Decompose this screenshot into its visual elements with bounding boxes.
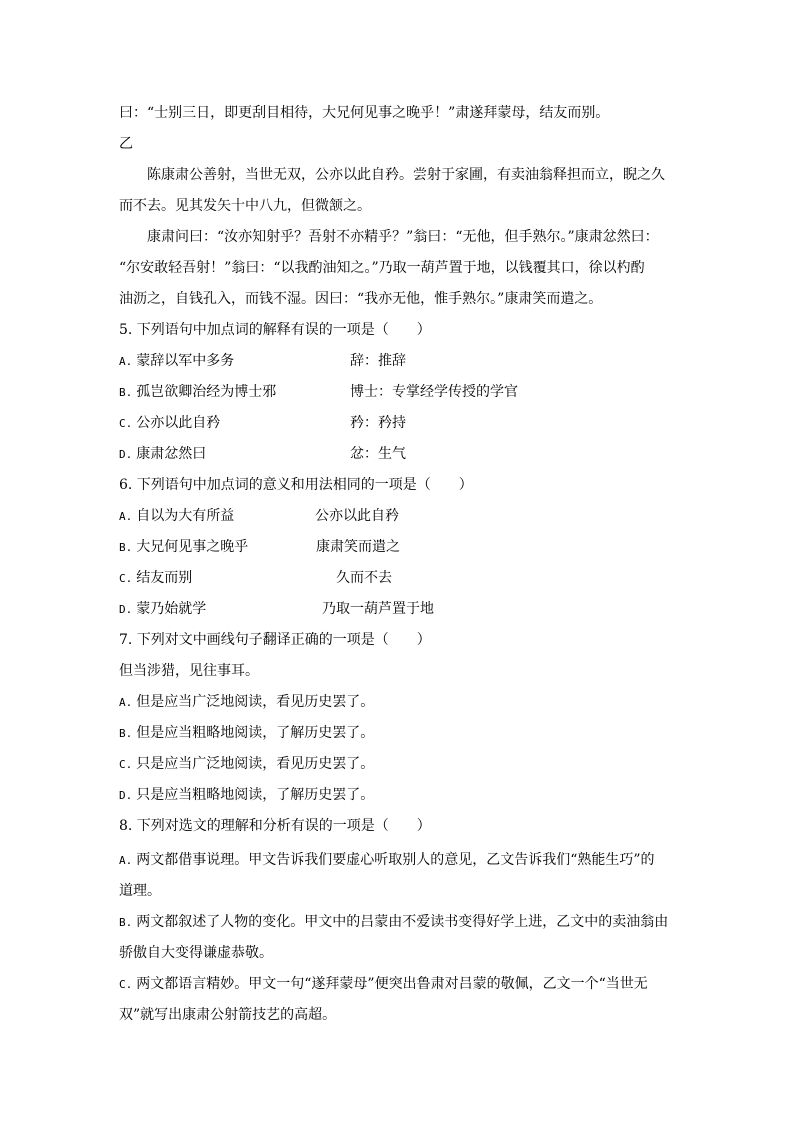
option-letter: A. <box>119 510 133 523</box>
option-letter: C. <box>119 572 133 585</box>
q6-option-b <box>119 537 248 557</box>
option-compare-sentence: 乃取一葫芦置于地 <box>322 601 434 617</box>
option-gloss: 辞：推辞 <box>350 353 406 369</box>
q7-option-b <box>119 723 374 743</box>
passage-b-text: 康肃问曰：“汝亦知射乎？吾射不亦精乎？”翁曰：“无他，但手熟尔。”康肃忿然曰： <box>147 229 659 245</box>
passage-b-text: 油沥之，自钱孔入，而钱不湿。因曰：“我亦无他，惟手熟尔。”康肃笑而遣之。 <box>119 291 603 307</box>
q8-option-c <box>119 974 648 994</box>
option-compare-sentence: 久而不去 <box>336 570 392 586</box>
q8-option-a <box>119 850 655 870</box>
option-compare-sentence: 康肃笑而遣之 <box>316 539 400 555</box>
option-text: 两文都语言精妙。甲文一句“遂拜蒙母”便突出鲁肃对吕蒙的敬佩，乙文一个“当世无 <box>136 976 648 992</box>
option-sentence: 公亦以此自矜 <box>136 415 221 431</box>
q5-option-d <box>119 444 206 464</box>
q7-option-c <box>119 754 374 774</box>
q5-option-c <box>119 413 220 433</box>
option-sentence: 孤岂欲卿治经为博士邪 <box>136 384 277 400</box>
q7-option-a <box>119 692 374 712</box>
q5-option-a <box>119 351 234 371</box>
option-letter: D. <box>119 448 133 461</box>
question-7-stem: 7. 下列对文中画线句子翻译正确的一项是（ ） <box>119 632 431 648</box>
passage-a-ending: 曰：“士别三日，即更刮目相待，大兄何见事之晚乎！”肃遂拜蒙母，结友而别。 <box>119 105 610 121</box>
q7-underlined-sentence: 但当涉猎，见往事耳。 <box>119 663 259 679</box>
option-letter: A. <box>119 854 133 867</box>
question-5-stem: 5. 下列语句中加点词的解释有误的一项是（ ） <box>119 322 431 338</box>
q8-option-c-continued: 双”就写出康肃公射箭技艺的高超。 <box>119 1007 337 1023</box>
q8-option-b <box>119 912 668 932</box>
option-text: 两文都借事说理。甲文告诉我们要虚心听取别人的意见，乙文告诉我们“熟能生巧”的 <box>136 852 655 868</box>
option-letter: C. <box>119 978 133 991</box>
option-sentence: 大兄何见事之晚乎 <box>136 539 249 555</box>
option-sentence: 自以为大有所益 <box>136 508 235 524</box>
q8-option-a-continued: 道理。 <box>119 883 161 899</box>
option-letter: C. <box>119 417 133 430</box>
q5-option-b <box>119 382 276 402</box>
question-6-stem: 6. 下列语句中加点词的意义和用法相同的一项是（ ） <box>119 477 473 493</box>
option-gloss: 忿：生气 <box>350 446 406 462</box>
option-letter: A. <box>119 696 133 709</box>
question-8-stem: 8. 下列对选文的理解和分析有误的一项是（ ） <box>119 818 431 834</box>
passage-b-text: 陈康肃公善射，当世无双，公亦以此自矜。尝射于家圃，有卖油翁释担而立，睨之久 <box>147 167 665 183</box>
passage-b-label: 乙 <box>119 136 133 152</box>
option-text: 两文都叙述了人物的变化。甲文中的吕蒙由不爱读书变得好学上进，乙文中的卖油翁由 <box>136 914 669 930</box>
option-letter: C. <box>119 758 133 771</box>
option-compare-sentence: 公亦以此自矜 <box>315 508 399 524</box>
option-sentence: 结友而别 <box>136 570 193 586</box>
q7-option-d <box>119 785 374 805</box>
passage-b-text: 而不去。见其发矢十中八九，但微颔之。 <box>119 198 371 214</box>
option-sentence: 蒙乃始就学 <box>136 601 207 617</box>
q6-option-c <box>119 568 192 588</box>
q6-option-a <box>119 506 234 526</box>
option-sentence: 康肃忿然曰 <box>136 446 207 462</box>
option-letter: D. <box>119 603 133 616</box>
option-gloss: 矜：矜持 <box>350 415 406 431</box>
option-letter: A. <box>119 355 133 368</box>
option-letter: B. <box>119 916 133 929</box>
q8-option-b-continued: 骄傲自大变得谦虚恭敬。 <box>119 945 273 961</box>
passage-b-text: “尔安敢轻吾射！”翁曰：“以我酌油知之。”乃取一葫芦置于地，以钱覆其口，徐以杓酌 <box>119 260 645 276</box>
option-letter: D. <box>119 789 133 802</box>
option-text: 但是应当粗略地阅读，了解历史罢了。 <box>136 725 375 741</box>
option-letter: B. <box>119 386 133 399</box>
option-text: 只是应当粗略地阅读，了解历史罢了。 <box>136 787 375 803</box>
option-letter: B. <box>119 727 133 740</box>
option-letter: B. <box>119 541 133 554</box>
option-text: 但是应当广泛地阅读，看见历史罢了。 <box>136 694 375 710</box>
q6-option-d <box>119 599 206 619</box>
option-text: 只是应当广泛地阅读，看见历史罢了。 <box>136 756 375 772</box>
option-sentence: 蒙辞以军中多务 <box>136 353 235 369</box>
option-gloss: 博士：专掌经学传授的学官 <box>350 384 518 400</box>
